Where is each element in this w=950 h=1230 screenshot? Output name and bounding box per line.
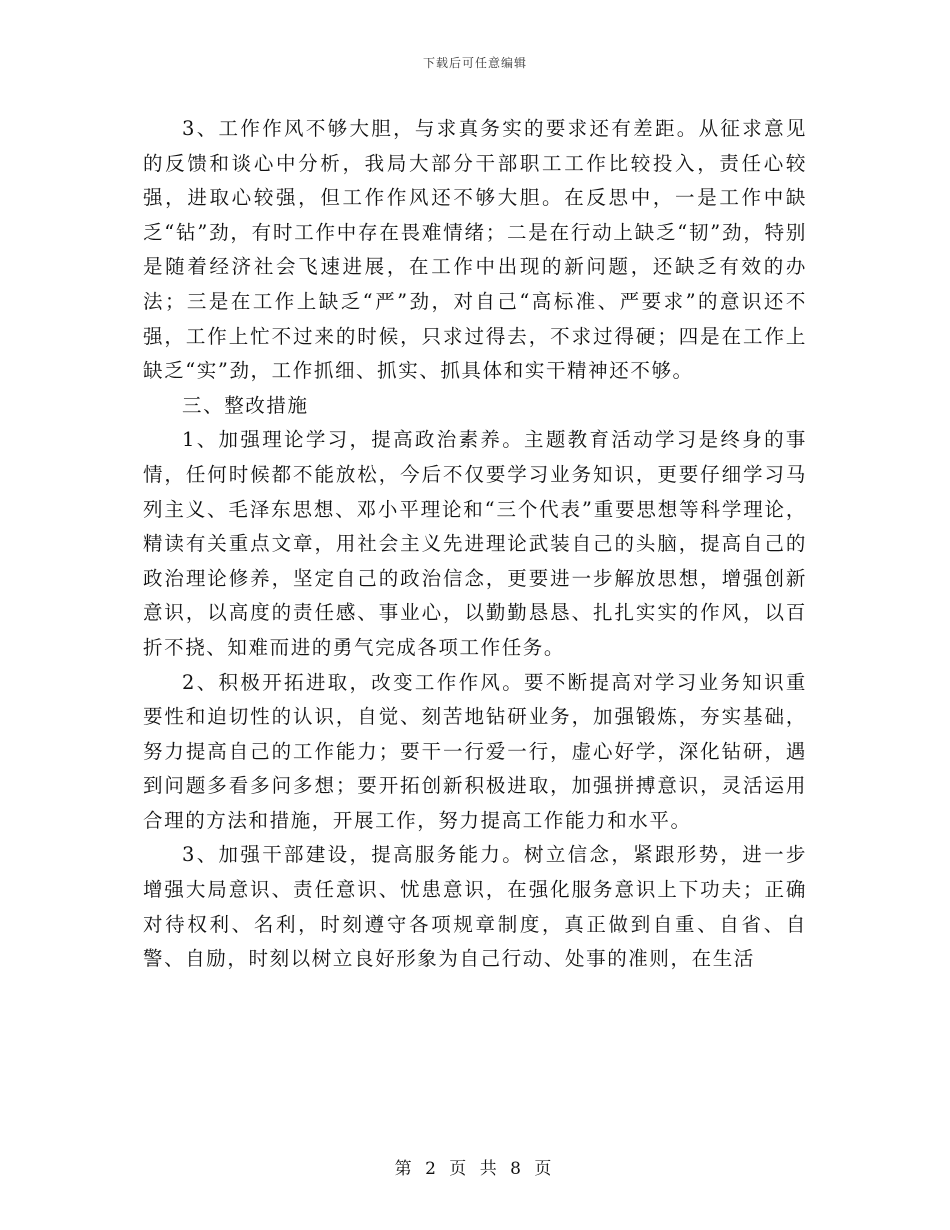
paragraph-cadre-building: 3、加强干部建设，提高服务能力。树立信念，紧跟形势，进一步增强大局意识、责任意识、忧患意识，在强化服务意识上下功夫；正确对待权利、名利，时刻遵守各项规章制度，真正做到自重、自省、自警、自励，时刻以树立良好形象为自己行动、处事的准则，在生活 [143, 843, 807, 971]
section-heading-rectification: 三、整改措施 [182, 393, 309, 417]
paragraph-work-style: 3、工作作风不够大胆，与求真务实的要求还有差距。从征求意见的反馈和谈心中分析，我局大部分干部职工工作比较投入，责任心较强，进取心较强，但工作作风还不够大胆。在反思中，一是工作中缺乏“钻”劲，有时工作中存在畏难情绪；二是在行动上缺乏“韧”劲，特别是随着经济社会飞速进展，在工作中出现的新问题，还缺乏有效的办法；三是在工作上缺乏“严”劲，对自己“高标准、严要求”的意识还不强，工作上忙不过来的时候，只求过得去，不求过得硬；四是在工作上缺乏“实”劲，工作抓细、抓实、抓具体和实干精神还不够。 [143, 117, 807, 383]
document-body [143, 112, 807, 977]
page-header: 下载后可任意编辑 [422, 56, 527, 70]
paragraph-work-improvement: 2、积极开拓进取，改变工作作风。要不断提高对学习业务知识重要性和迫切性的认识，自觉、刻苦地钻研业务，加强锻炼，夯实基础，努力提高自己的工作能力；要干一行爱一行，虚心好学，深化钻研，遇到问题多看多问多想；要开拓创新积极进取，加强拼搏意识，灵活运用合理的方法和措施，开展工作，努力提高工作能力和水平。 [143, 670, 807, 832]
paragraph-theory-study: 1、加强理论学习，提高政治素养。主题教育活动学习是终身的事情，任何时候都不能放松，今后不仅要学习业务知识，更要仔细学习马列主义、毛泽东思想、邓小平理论和“三个代表”重要思想等科学理论，精读有关重点文章，用社会主义先进理论武装自己的头脑，提高自己的政治理论修养，坚定自己的政治信念，更要进一步解放思想，增强创新意识，以高度的责任感、事业心，以勤勤恳恳、扎扎实实的作风，以百折不挠、知难而进的勇气完成各项工作任务。 [143, 428, 807, 659]
page-number: 第 2 页 共 8 页 [394, 1159, 556, 1179]
